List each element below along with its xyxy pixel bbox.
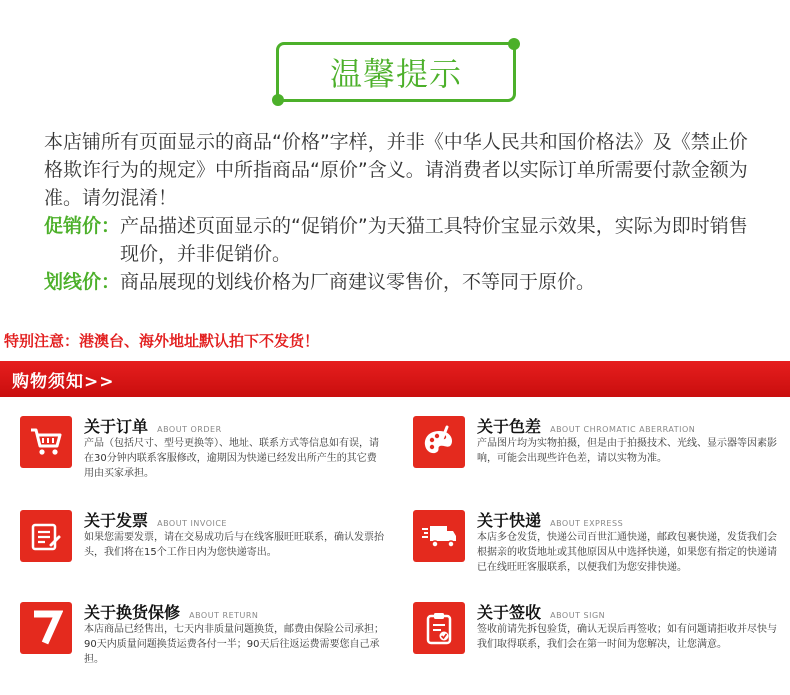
block-description: 本店商品已经售出，七天内非质量问题换货，邮费由保险公司承担；90天内质量问题换货运费各付一半；90天后往返运费需要您自己承担。 [84,624,384,665]
block-subtitle: ABOUT SIGN [550,611,606,620]
strike-price-text: 商品展现的划线价格为厂商建议零售价，不等同于原价。 [120,271,596,293]
block-description: 签收前请先拆包验货，确认无误后再签收；如有问题请拒收并尽快与我们取得联系，我们会在第一时间为您解决，让您满意。 [477,624,777,650]
block-title: 关于签收 [477,603,542,622]
block-subtitle: ABOUT ORDER [157,425,222,434]
block-heading [84,508,227,531]
promo-price-text: 产品描述页面显示的“促销价”为天猫工具特价宝显示效果，实际为即时销售现价，并非促销价。 [120,215,748,265]
block-heading [84,414,222,437]
block-heading [477,508,623,531]
section-title: 购物须知>> [12,372,115,392]
warm-tip-badge [276,42,516,102]
block-title: 关于订单 [84,417,149,436]
block-title: 关于色差 [477,417,542,436]
strike-price-label: 划线价： [44,271,121,293]
special-notice: 特别注意：港澳台、海外地址默认拍下不发货！ [4,332,320,350]
promo-price-row [44,212,764,268]
price-notice [44,128,764,296]
block-heading [477,600,605,623]
block-title: 关于发票 [84,511,149,530]
block-heading [477,414,695,437]
section-bar [0,361,790,397]
block-description: 本店多仓发货，快递公司百世汇通快递，邮政包裹快递，发货我们会根据亲的收货地址或其他原因从中选择快递，如果您有指定的快递请已在线旺旺客服联系，以便我们为您安排快递。 [477,532,777,573]
block-description: 如果您需要发票，请在交易成功后与在线客服旺旺联系，确认发票抬头，我们将在15个工作日内为您快递寄出。 [84,532,384,558]
promo-price-label: 促销价： [44,215,121,237]
badge-dot-decoration [508,38,520,50]
block-subtitle: ABOUT RETURN [189,611,259,620]
delivery-truck-icon [413,510,465,562]
block-description: 产品图片均为实物拍摄，但是由于拍摄技术、光线、显示器等因素影响，可能会出现些许色差，请以实物为准。 [477,438,777,464]
block-subtitle: ABOUT EXPRESS [550,519,624,528]
shopping-cart-icon [20,416,72,468]
block-description: 产品（包括尺寸、型号更换等）、地址、联系方式等信息如有误，请在30分钟内联系客服修改，逾期因为快递已经发出所产生的其它费用由买家承担。 [84,438,379,479]
badge-dot-decoration [272,94,284,106]
block-subtitle: ABOUT INVOICE [157,519,227,528]
palette-icon [413,416,465,468]
seven-days-icon [20,602,72,654]
strike-price-row [44,268,764,296]
block-title: 关于快递 [477,511,542,530]
page-title: 温馨提示 [329,55,462,93]
invoice-icon [20,510,72,562]
block-subtitle: ABOUT CHROMATIC ABERRATION [550,425,696,434]
sign-clipboard-icon [413,602,465,654]
block-heading [84,600,258,623]
price-disclaimer-text: 本店铺所有页面显示的商品“价格”字样，并非《中华人民共和国价格法》及《禁止价格欺诈行为的规定》中所指商品“原价”含义。请消费者以实际订单所需要付款金额为准。请勿混淆！ [44,131,748,209]
block-title: 关于换货保修 [84,603,181,622]
